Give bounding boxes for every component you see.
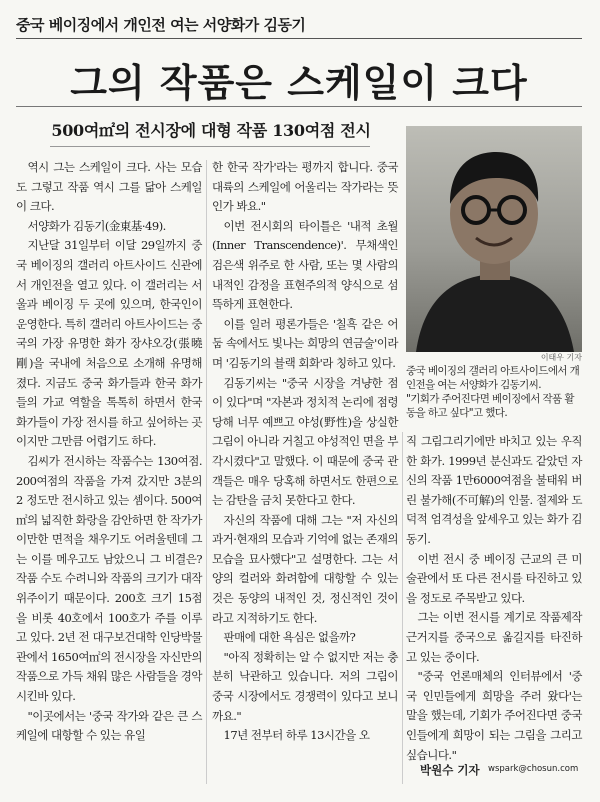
portrait-illustration [406,126,582,352]
paragraph: 17년 전부터 하루 13시간을 오 [223,728,370,743]
paragraph: 김동기씨는 "중국 시장을 겨냥한 점이 있다"며 "자본과 정치적 논리에 점령당해 너무 예쁘고 야성(野性)을 상실한 그림이 아니라 거칠고 야성적인 면을 부각시켰다"고 말했다. 이 때문에 중국 관객들은 매우 당혹해 하면서도 한편으로는 감탄을 금치 못한다고 한다. [212,375,398,508]
article-column-2 [212,158,398,788]
column-divider [206,160,207,784]
paragraph: 이번 전시회의 타이틀은 '내적 초월(Inner Transcendence)'. 무채색인 검은색 위주로 한 사람, 또는 몇 사람의 내적인 감정을 표현주의적 양식으로 섬뜩하게 표현한다. [212,218,398,312]
article-column-3 [406,432,582,762]
subheadline: 500여㎡의 전시장에 대형 작품 130여점 전시 [51,121,371,140]
paragraph: 한 한국 작가'라는 평까지 합니다. 중국 대륙의 스케일에 어울리는 작가라는 뜻인가 봐요." [212,160,398,214]
paragraph: 그는 이번 전시를 계기로 작품제작 근거지를 중국으로 옮길지를 타진하고 있는 중이다. [406,610,582,664]
paragraph: 김씨가 전시하는 작품수는 130여점. 200여점의 작품을 가져 갔지만 3분의 2 정도만 전시하고 있는 셈이다. 500여㎡의 넓직한 화랑을 감안하면 한 작가가 이만한 면적을 채우기도 어려울텐데 그는 이를 메우고도 남았으니 그 비결은? 작품 수도 수려니와 작품의 크기가 대작 위주이기 때문이다. 200호 크기 15점을 비롯 40호에서 100호가 주를 이루고 있다. 2년 전 대구보건대학 인당박물관에서 1650여㎡의 전시장을 자신만의 작품으로 가득 채워 많은 사람들을 경악시킨바 있다. [16,453,202,704]
photo-credit: 이태우 기자 [540,353,582,362]
paragraph: 자신의 작품에 대해 그는 "저 자신의 과거·현재의 모습과 기억에 없는 존재의 모습을 묘사했다"고 설명한다. 그는 서양의 컬러와 화려함에 대항할 수 있는 것은 동양의 내적인 것, 정신적인 것이라고 지적하기도 한다. [212,512,398,625]
caption-line: "기회가 주어진다면 베이징에서 작품 활동을 하고 싶다"고 했다. [406,393,574,419]
kicker-headline: 중국 베이징에서 개인전 여는 서양화가 김동기 [16,16,306,34]
artist-photo [406,126,582,352]
byline-name: 박원수 기자 [420,763,480,777]
column-divider [402,432,403,784]
headline-rule [16,106,582,107]
paragraph: 서양화가 김동기(金東基·49). [27,218,166,233]
paragraph: 이를 일러 평론가들은 '칠흑 같은 어둠 속에서도 빛나는 희망의 연금술'이라며 '김동기의 블랙 회화'라 칭하고 있다. [212,316,398,370]
paragraph: "아직 정확히는 알 수 없지만 저는 충분히 낙관하고 있습니다. 저의 그림이 중국 시장에서도 경쟁력이 있다고 보니까요." [212,649,398,723]
main-headline: 그의 작품은 스케일이 크다 [70,61,528,105]
photo-caption [406,364,582,420]
paragraph: 이번 전시 중 베이징 근교의 큰 미술관에서 또 다른 전시를 타진하고 있을 정도로 주목받고 있다. [406,551,582,605]
byline-email: wspark@chosun.com [488,764,579,774]
kicker-rule [16,38,582,39]
caption-line: 중국 베이징의 갤러리 아트사이드에서 개인전을 여는 서양화가 김동기씨. [406,365,580,391]
paragraph: "이곳에서는 '중국 작가와 같은 큰 스케일에 대항할 수 있는 유일 [16,708,202,743]
paragraph: 역시 그는 스케일이 크다. 사는 모습도 그렇고 작품 역시 그를 닮아 스케일이 크다. [16,160,202,214]
paragraph: 판매에 대한 욕심은 없을까? [223,630,356,645]
subheadline-rule [50,146,370,147]
article-column-1 [16,158,202,788]
paragraph: "중국 언론매체의 인터뷰에서 '중국 인민들에게 희망을 주러 왔다'는 말을 했는데, 기회가 주어진다면 중국인들에게 희망이 되는 그림을 그리고 싶습니다." [406,669,582,762]
paragraph: 직 그림그리기에만 바치고 있는 우직한 화가. 1999년 분신과도 같았던 자신의 작품 1만6000여점을 불태워 버린 불가해(不可解)의 인물. 절제와 도덕적 엄격성을 앞세우고 있는 화가 김동기. [406,434,582,546]
paragraph: 지난달 31일부터 이달 29일까지 중국 베이징의 갤러리 아트사이드 신관에서 개인전을 열고 있다. 이 갤러리는 서울과 베이징 두 곳에 있으며, 한국인이 운영한다. 특히 갤러리 아트사이드는 중국의 가장 유명한 화가 장샤오강(張曉剛)을 국내에 처음으로 소개해 유명해졌다. 지금도 중국 화가들과 한국 화가들의 가교 역할을 톡톡히 하면서 한국 화가들이 가장 전시를 하고 싶어하는 곳이지만 그만큼 어렵기도 하다. [16,238,202,449]
